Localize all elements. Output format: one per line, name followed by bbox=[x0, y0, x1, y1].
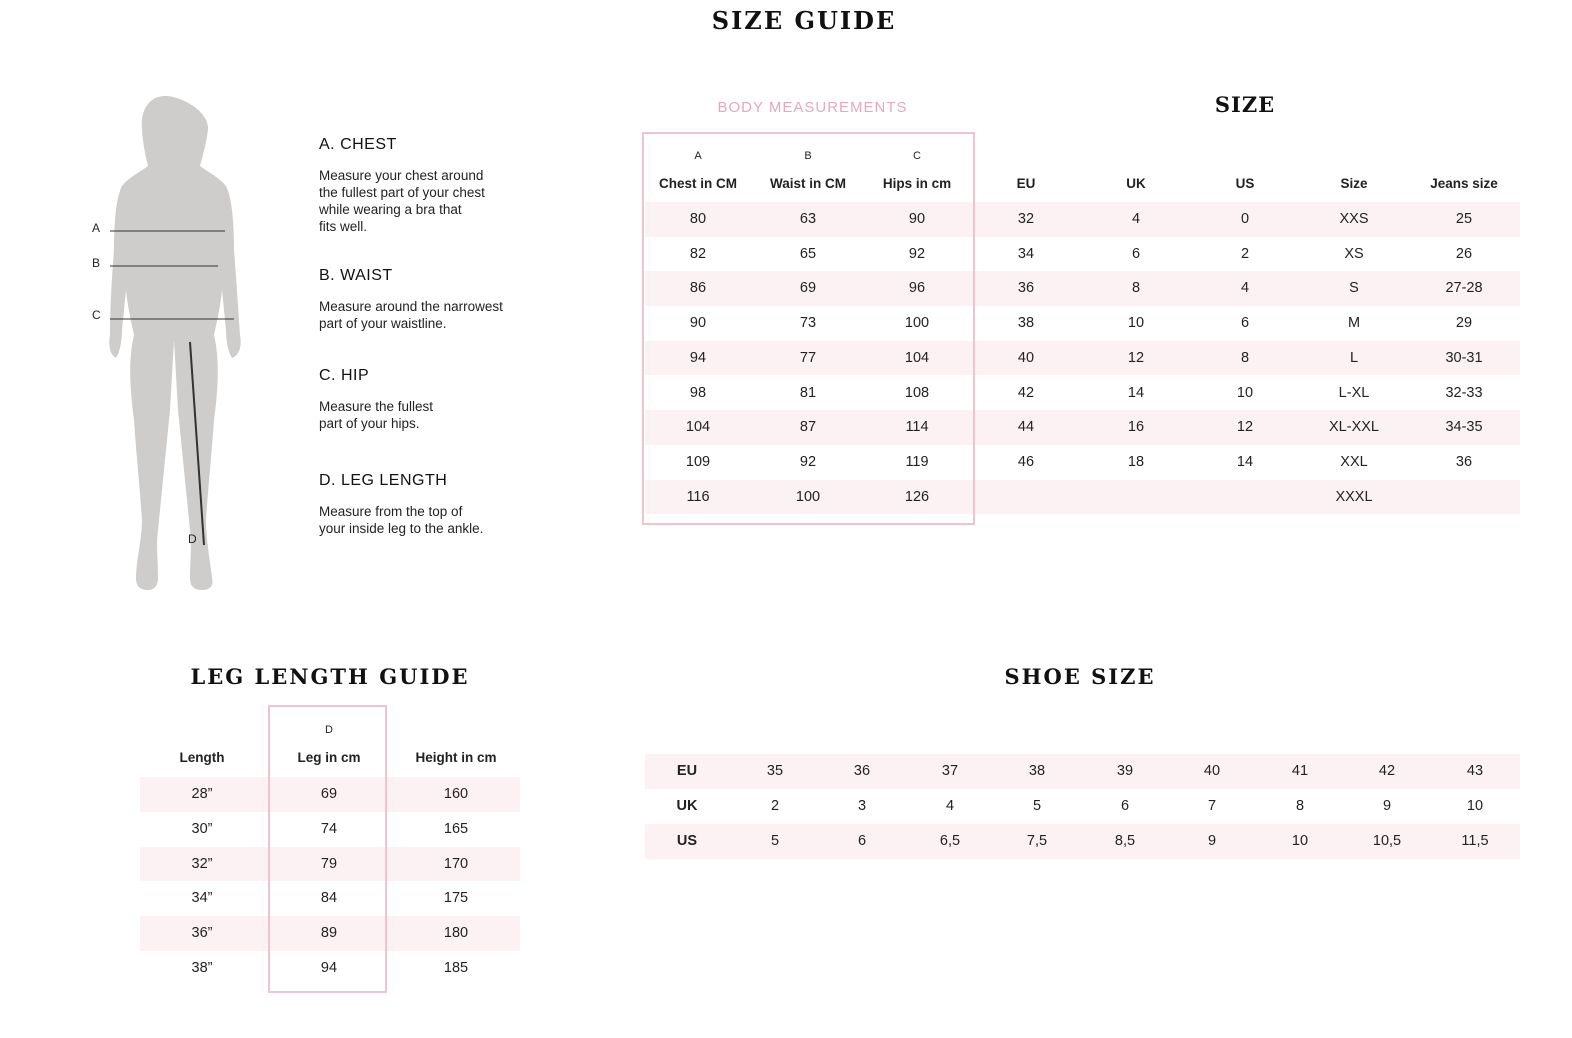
table-cell: 38” bbox=[191, 960, 213, 976]
table-cell: 12 bbox=[1127, 349, 1145, 366]
table-cell: 26 bbox=[1455, 245, 1473, 262]
table-cell: 36 bbox=[853, 763, 871, 779]
row-header: EU bbox=[676, 763, 698, 779]
table-cell: 114 bbox=[905, 419, 929, 436]
table-cell: 2 bbox=[770, 798, 780, 814]
column-header: US bbox=[1235, 176, 1255, 191]
table-cell: 8 bbox=[1131, 280, 1141, 297]
table-cell: 40 bbox=[1017, 349, 1035, 366]
table-cell: 80 bbox=[689, 211, 707, 227]
marker-b: B bbox=[92, 256, 101, 270]
table-cell: 34” bbox=[191, 890, 213, 907]
table-cell: 4 bbox=[945, 798, 955, 814]
table-cell: XXS bbox=[1339, 211, 1369, 227]
column-letter: D bbox=[325, 724, 333, 736]
table-cell: 165 bbox=[443, 820, 469, 837]
table-cell: L bbox=[1349, 349, 1359, 366]
table-cell: 108 bbox=[904, 384, 930, 401]
table-cell: 89 bbox=[320, 925, 338, 942]
column-letter: B bbox=[804, 150, 812, 162]
column-header: Height in cm bbox=[415, 750, 497, 765]
table-cell: 104 bbox=[904, 349, 930, 366]
table-cell: 42 bbox=[1017, 384, 1035, 401]
table-cell: 7 bbox=[1207, 798, 1217, 814]
table-cell: 69 bbox=[799, 280, 817, 297]
table-cell: 32” bbox=[191, 855, 213, 872]
table-cell: 39 bbox=[1116, 763, 1134, 779]
table-cell: 8,5 bbox=[1114, 833, 1136, 849]
instruction-line: Measure the fullest bbox=[319, 399, 434, 414]
table-cell: 77 bbox=[799, 349, 817, 366]
table-cell: 73 bbox=[799, 315, 817, 332]
instruction-heading: D. LEG LENGTH bbox=[319, 472, 448, 489]
instruction-heading: A. CHEST bbox=[319, 136, 397, 153]
table-cell: 16 bbox=[1127, 419, 1145, 436]
table-cell: 7,5 bbox=[1026, 833, 1048, 849]
table-cell: 44 bbox=[1017, 419, 1035, 436]
column-header: Jeans size bbox=[1430, 176, 1498, 191]
table-cell: 84 bbox=[320, 890, 338, 907]
table-cell: 34 bbox=[1017, 245, 1035, 262]
table-cell: 10 bbox=[1127, 315, 1145, 332]
instruction-line: fits well. bbox=[319, 219, 368, 234]
table-cell: 27-28 bbox=[1445, 280, 1483, 297]
table-cell: 30-31 bbox=[1445, 349, 1483, 366]
table-cell: 32 bbox=[1017, 211, 1035, 227]
table-cell: 41 bbox=[1291, 763, 1309, 779]
table-cell: 4 bbox=[1240, 280, 1250, 297]
table-cell: XL-XXL bbox=[1329, 419, 1379, 436]
table-cell: 30” bbox=[191, 820, 213, 837]
table-cell: 94 bbox=[689, 349, 707, 366]
table-cell: L-XL bbox=[1338, 384, 1370, 401]
instruction-line: part of your waistline. bbox=[319, 316, 447, 331]
table-cell: 69 bbox=[320, 786, 338, 802]
table-cell: 40 bbox=[1203, 763, 1221, 779]
table-cell: 9 bbox=[1382, 798, 1392, 814]
table-cell: 185 bbox=[443, 960, 469, 976]
table-cell: XS bbox=[1344, 245, 1364, 262]
body-figure bbox=[80, 90, 270, 600]
column-header: Leg in cm bbox=[297, 750, 361, 765]
table-cell: XXXL bbox=[1335, 488, 1373, 505]
column-header: Length bbox=[179, 750, 225, 765]
table-cell: S bbox=[1349, 280, 1359, 297]
table-cell: 9 bbox=[1207, 833, 1217, 849]
table-cell: 10 bbox=[1291, 833, 1309, 849]
column-header: Hips in cm bbox=[882, 176, 952, 191]
table-cell: 81 bbox=[799, 384, 817, 401]
table-cell: 116 bbox=[686, 488, 710, 505]
table-cell: 5 bbox=[770, 833, 780, 849]
instruction-waist bbox=[319, 267, 549, 332]
table-cell: 28” bbox=[191, 786, 213, 802]
table-cell: 35 bbox=[766, 763, 784, 779]
table-cell: 36 bbox=[1017, 280, 1035, 297]
table-cell: 0 bbox=[1240, 211, 1250, 227]
table-cell: 38 bbox=[1028, 763, 1046, 779]
leg-length-heading: LEG LENGTH GUIDE bbox=[190, 664, 470, 689]
instruction-line: your inside leg to the ankle. bbox=[319, 521, 484, 536]
table-cell: 100 bbox=[904, 315, 930, 332]
table-cell: 180 bbox=[443, 925, 469, 942]
table-cell: 11,5 bbox=[1461, 833, 1489, 849]
table-cell: 74 bbox=[320, 820, 338, 837]
table-cell: 12 bbox=[1236, 419, 1254, 436]
row-header: UK bbox=[676, 798, 698, 814]
shoe-size-heading: SHOE SIZE bbox=[1004, 664, 1156, 689]
table-cell: 4 bbox=[1131, 211, 1141, 227]
table-cell: 96 bbox=[908, 280, 926, 297]
female-silhouette-icon bbox=[80, 90, 270, 600]
table-cell: 82 bbox=[689, 245, 707, 262]
table-cell: 5 bbox=[1032, 798, 1042, 814]
table-cell: 32-33 bbox=[1445, 384, 1483, 401]
instruction-line: part of your hips. bbox=[319, 416, 420, 431]
table-cell: 46 bbox=[1017, 453, 1035, 470]
table-cell: 8 bbox=[1240, 349, 1250, 366]
table-cell: 175 bbox=[443, 890, 469, 907]
table-cell: 160 bbox=[443, 786, 469, 802]
table-cell: 8 bbox=[1295, 798, 1305, 814]
table-cell: XXL bbox=[1340, 453, 1368, 470]
table-cell: 65 bbox=[799, 245, 817, 262]
table-cell: 10 bbox=[1466, 798, 1484, 814]
table-cell: 37 bbox=[941, 763, 959, 779]
table-cell: 119 bbox=[905, 453, 929, 470]
body-measurements-label: BODY MEASUREMENTS bbox=[717, 99, 908, 116]
table-cell: 79 bbox=[320, 855, 338, 872]
instruction-heading: B. WAIST bbox=[319, 267, 393, 284]
table-cell: 92 bbox=[908, 245, 926, 262]
column-letter: A bbox=[694, 150, 702, 162]
table-cell: 34-35 bbox=[1445, 419, 1483, 436]
instruction-line: while wearing a bra that bbox=[319, 202, 462, 217]
instruction-line: Measure around the narrowest bbox=[319, 299, 503, 314]
table-cell: M bbox=[1347, 315, 1361, 332]
table-cell: 10,5 bbox=[1372, 833, 1402, 849]
table-cell: 90 bbox=[689, 315, 707, 332]
table-cell: 104 bbox=[685, 419, 711, 436]
table-cell: 38 bbox=[1017, 315, 1035, 332]
table-cell: 170 bbox=[443, 855, 469, 872]
table-cell: 36” bbox=[191, 925, 213, 942]
marker-c: C bbox=[92, 308, 101, 322]
table-cell: 92 bbox=[799, 453, 817, 470]
table-cell: 6 bbox=[1240, 315, 1250, 332]
marker-d: D bbox=[188, 532, 197, 546]
instruction-line: Measure your chest around bbox=[319, 168, 484, 183]
instruction-line: the fullest part of your chest bbox=[319, 185, 485, 200]
table-cell: 109 bbox=[685, 453, 711, 470]
instruction-heading: C. HIP bbox=[319, 367, 370, 384]
table-cell: 42 bbox=[1378, 763, 1396, 779]
column-header: Size bbox=[1340, 176, 1368, 191]
table-cell: 126 bbox=[904, 488, 930, 505]
table-cell: 25 bbox=[1455, 211, 1473, 227]
table-cell: 100 bbox=[795, 488, 821, 505]
table-cell: 29 bbox=[1455, 315, 1473, 332]
size-heading: SIZE bbox=[1214, 92, 1276, 117]
page-title: SIZE GUIDE bbox=[711, 6, 897, 35]
instruction-line: Measure from the top of bbox=[319, 504, 463, 519]
table-cell: 87 bbox=[799, 419, 817, 436]
table-cell: 3 bbox=[857, 798, 867, 814]
table-cell: 36 bbox=[1455, 453, 1473, 470]
table-cell: 98 bbox=[689, 384, 707, 401]
table-cell: 2 bbox=[1240, 245, 1250, 262]
table-cell: 14 bbox=[1127, 384, 1145, 401]
table-cell: 6,5 bbox=[939, 833, 961, 849]
marker-a: A bbox=[92, 221, 101, 235]
row-header: US bbox=[676, 833, 698, 849]
column-letter: C bbox=[913, 150, 921, 162]
table-cell: 86 bbox=[689, 280, 707, 297]
instruction-hip bbox=[319, 367, 549, 432]
table-cell: 6 bbox=[1131, 245, 1141, 262]
column-header: EU bbox=[1016, 176, 1036, 191]
table-cell: 10 bbox=[1236, 384, 1254, 401]
table-cell: 18 bbox=[1127, 453, 1145, 470]
table-cell: 6 bbox=[1120, 798, 1130, 814]
table-cell: 90 bbox=[908, 211, 926, 227]
column-header: Chest in CM bbox=[658, 176, 737, 191]
table-cell: 63 bbox=[799, 211, 817, 227]
table-cell: 94 bbox=[320, 960, 338, 976]
table-cell: 43 bbox=[1466, 763, 1484, 779]
column-header: UK bbox=[1126, 176, 1146, 191]
instruction-chest bbox=[319, 136, 549, 235]
table-cell: 6 bbox=[857, 833, 867, 849]
column-header: Waist in CM bbox=[770, 176, 846, 191]
instruction-leg-length bbox=[319, 472, 549, 537]
table-cell: 14 bbox=[1236, 453, 1254, 470]
